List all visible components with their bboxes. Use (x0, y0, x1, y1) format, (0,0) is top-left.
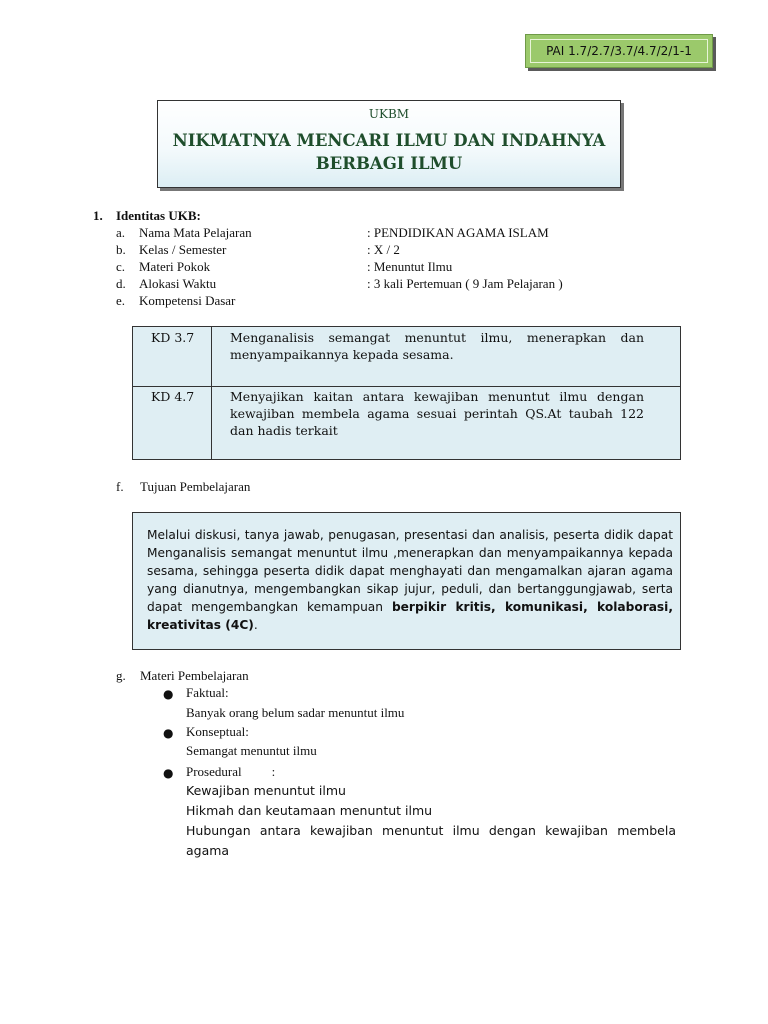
section-f-title: Tujuan Pembelajaran (140, 479, 251, 494)
tujuan-bold: berpikir kritis, komunikasi, kolaborasi, kreativitas (4C) (147, 600, 673, 632)
faktual-text: Banyak orang belum sadar menuntut ilmu (186, 705, 405, 720)
konseptual-label: Konseptual: (186, 724, 249, 739)
bullet-icon: ● (163, 687, 174, 701)
section-1-title: Identitas UKB: (116, 208, 201, 223)
prosedural-colon: : (271, 764, 276, 779)
row-value: : 3 kali Pertemuan ( 9 Jam Pelajaran ) (367, 276, 563, 291)
row-letter: d. (116, 276, 126, 291)
row-key: Kompetensi Dasar (139, 293, 236, 308)
row-value: : X / 2 (367, 242, 400, 257)
tujuan-end: . (253, 618, 258, 632)
section-g-letter: g. (116, 668, 126, 683)
faktual-label: Faktual: (186, 685, 229, 700)
prosedural-label (186, 764, 275, 780)
row-key: Kelas / Semester (139, 242, 227, 257)
table-row (133, 327, 680, 387)
row-letter: c. (116, 259, 126, 274)
kd-code: KD 4.7 (151, 389, 195, 404)
bullet-icon: ● (163, 766, 174, 780)
row-key: Nama Mata Pelajaran (139, 225, 252, 240)
prosedural-label-text: Prosedural (186, 764, 242, 779)
section-f-letter: f. (116, 479, 124, 494)
kompetensi-table (132, 326, 681, 460)
table-row (133, 386, 680, 460)
section-1-number: 1. (93, 208, 103, 223)
code-badge-text: PAI 1.7/2.7/3.7/4.7/2/1-1 (530, 39, 708, 63)
title-box (157, 100, 621, 188)
title-line-1: NIKMATNYA MENCARI ILMU DAN INDAHNYA (172, 131, 606, 150)
kd-text: Menyajikan kaitan antara kewajiban menuntut ilmu dengan kewajiban membela agama sesuai perintah QS.At taubah 122 dan hadis terkait (230, 389, 644, 438)
title-line-2: BERBAGI ILMU (315, 154, 463, 173)
kd-code: KD 3.7 (151, 330, 195, 345)
row-letter: e. (116, 293, 126, 308)
page-title (158, 129, 620, 175)
konseptual-text: Semangat menuntut ilmu (186, 743, 317, 758)
ukbm-label: UKBM (368, 107, 410, 121)
row-letter: b. (116, 242, 126, 257)
prosedural-item: Hikmah dan keutamaan menuntut ilmu (186, 803, 433, 818)
tujuan-box (132, 512, 681, 650)
row-key: Alokasi Waktu (139, 276, 217, 291)
row-letter: a. (116, 225, 126, 240)
kd-text: Menganalisis semangat menuntut ilmu, menerapkan dan menyampaikannya kepada sesama. (230, 330, 644, 362)
row-value: : Menuntut Ilmu (367, 259, 453, 274)
prosedural-item: agama (186, 843, 230, 858)
prosedural-item: Hubungan antara kewajiban menuntut ilmu dengan kewajiban membela (186, 823, 676, 838)
section-g-title: Materi Pembelajaran (140, 668, 249, 683)
tujuan-body: Melalui diskusi, tanya jawab, penugasan, presentasi dan analisis, peserta didik dapat Menganalisis semangat menuntut ilmu ,menerapkan dan menyampaikannya kepada sesama, sehingga peserta didik dapat menghayati dan mengamalkan ajaran agama yang dianutnya, mengembangkan sikap jujur, peduli, dan bertanggungjawab, serta dapat mengembangkan kemampuan (147, 528, 673, 614)
prosedural-item: Kewajiban menuntut ilmu (186, 783, 346, 798)
column-divider (211, 327, 212, 459)
row-value: : PENDIDIKAN AGAMA ISLAM (367, 225, 549, 240)
bullet-icon: ● (163, 726, 174, 740)
tujuan-text (147, 526, 673, 634)
row-key: Materi Pokok (139, 259, 211, 274)
code-badge (525, 34, 713, 68)
